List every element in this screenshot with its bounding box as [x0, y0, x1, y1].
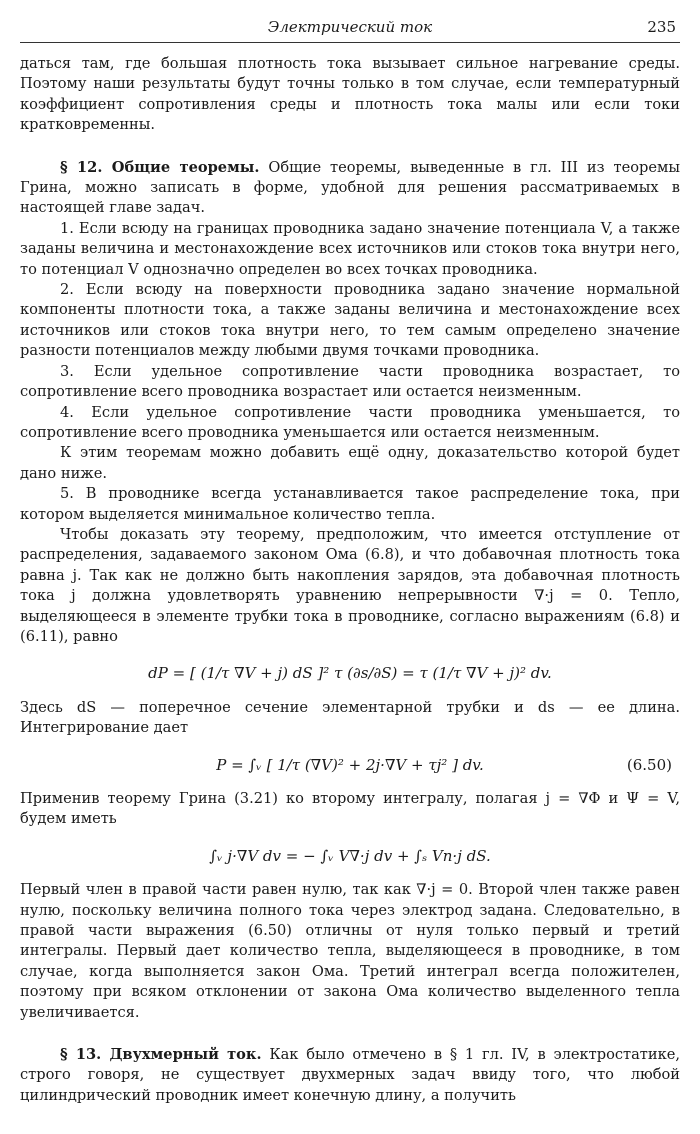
section-heading: § 12. Общие теоремы.: [60, 158, 260, 176]
page-body: [20, 54, 680, 1106]
paragraph: [20, 1045, 680, 1106]
paragraph: К этим теоремам можно добавить ещё одну, доказательство которой будет дано ниже.: [20, 444, 680, 482]
paragraph: Первый член в правой части равен нулю, так как ∇·j = 0. Второй член также равен нулю, поскольку величина полного тока через электрод задана. Следовательно, в правой части выражения (6.50) отличны от нуля только первый и третий интегралы. Первый дает количество тепла, выделяющееся в проводнике, в том случае, когда выполняется закон Ома. Третий интеграл всегда положителен, поэтому при всяком отклонении от закона Ома количество выделенного тепла увеличивается.: [20, 881, 680, 1021]
paragraph: Чтобы доказать эту теорему, предположим, что имеется отступление от распределения, задаваемого законом Ома (6.8), и что добавочная плотность тока равна j. Так как не должно быть накопления зарядов, эта добавочная плотность тока j должна удовлетворять уравнению непрерывности ∇·j = 0. Тепло, выделяющееся в элементе трубки тока в проводнике, согласно выражениям (6.8) и (6.11), равно: [20, 525, 680, 645]
equation-number: (6.50): [626, 755, 672, 774]
formula: dP = [ (1/τ ∇V + j) dS ]² τ (∂s/∂S) = τ (1/τ ∇V + j)² dv.: [148, 664, 552, 683]
paragraph: Здесь dS — поперечное сечение элементарной трубки и ds — ее длина. Интегрирование дает: [20, 698, 680, 737]
running-title: Электрический ток: [267, 18, 433, 36]
list-item: 3. Если удельное сопротивление части проводника возрастает, то сопротивление всего проводника возрастает или остается неизменным.: [20, 362, 680, 401]
section-intro: Общие теоремы, выведенные в гл. III из теоремы Грина, можно записать в форме, удобной для решения рассматриваемых в настоящей главе задач.: [20, 158, 680, 217]
list-item: 5. В проводнике всегда устанавливается такое распределение тока, при котором выделяется минимальное количество тепла.: [20, 485, 680, 523]
header-rule: [20, 42, 680, 43]
list-item: 2. Если всюду на поверхности проводника задано значение нормальной компоненты плотности тока, а также заданы величина и местонахождение всех источников или стоков тока внутри него, то тем самым определено значение разности потенциалов между любыми двумя точками проводника.: [20, 281, 680, 360]
section-13: [20, 1045, 680, 1106]
paragraph: даться там, где большая плотность тока вызывает сильное нагревание среды. Поэтому наши результаты будут точны только в том случае, если температурный коэффициент сопротивления среды и плотность тока малы или если токи кратковременны.: [20, 55, 680, 134]
list-item: 1. Если всюду на границах проводника задано значение потенциала V, а также заданы величина и местонахождение всех источников или стоков тока внутри него, то потенциал V однозначно определен во всех точках проводника.: [20, 219, 680, 278]
formula: ∫ᵥ j·∇V dv = − ∫ᵥ V∇·j dv + ∫ₛ Vn·j dS.: [209, 846, 491, 865]
formula-6-50: [20, 755, 680, 775]
page-header: [20, 18, 680, 40]
section-heading: § 13. Двухмерный ток.: [60, 1046, 262, 1064]
page-number: 235: [647, 18, 676, 36]
section-12: [20, 158, 680, 1023]
list-item: 4. Если удельное сопротивление части проводника уменьшается, то сопротивление всего проводника уменьшается или остается неизменным.: [20, 403, 680, 441]
section-text: Как было отмечено в § 1 гл. IV, в электростатике, строго говоря, не существует двухмерных задач ввиду того, что любой цилиндрический проводник имеет конечную длину, а получить: [20, 1046, 681, 1104]
paragraph: [20, 158, 680, 219]
formula-body: P = ∫ᵥ [ 1/τ (∇V)² + 2j·∇V + τj² ] dv.: [216, 755, 484, 774]
paragraph: Применив теорему Грина (3.21) ко второму интегралу, полагая j = ∇Φ и Ψ = V, будем иметь: [20, 790, 680, 828]
